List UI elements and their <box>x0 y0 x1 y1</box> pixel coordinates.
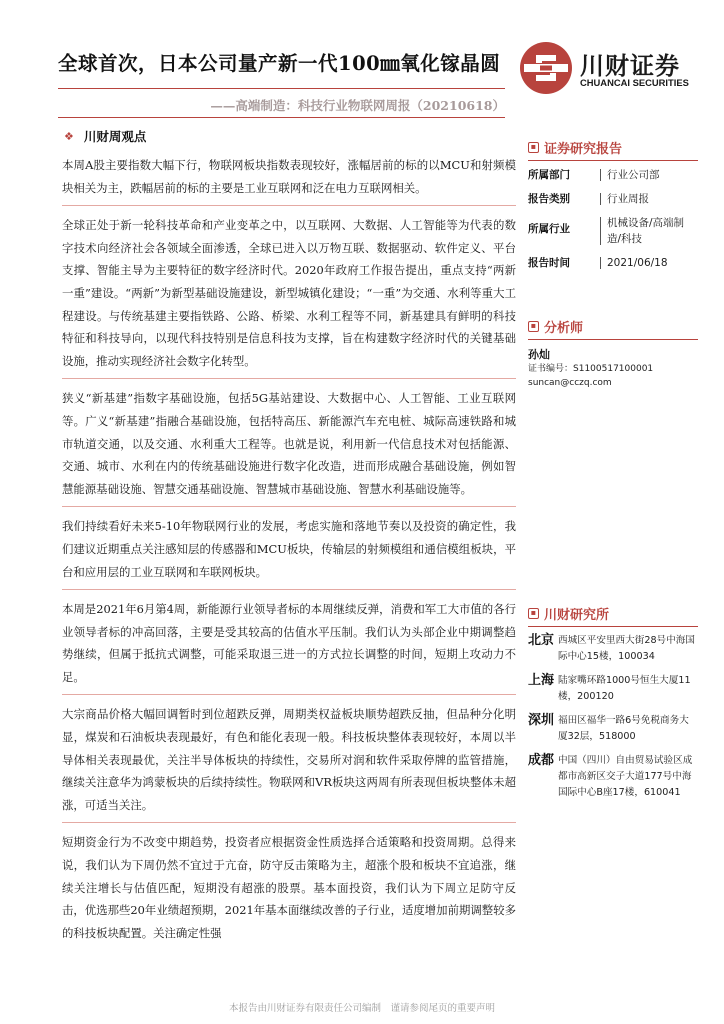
office-city: 深圳 <box>528 713 555 728</box>
paragraph: 大宗商品价格大幅回调暂时到位超跌反弹，周期类权益板块顺势超跌反抽，但品种分化明显，煤炭和石油板块表现最好，有色和能化表现一般。科技板块整体表现较好，本周以半导体相关表现最优，关注半导体板块的持续性，交易所对润和软件采取停牌的监管措施，继续关注意华为鸿蒙板块的后续持续性。物联网和VR板块这两周有所表现但板块整体未超涨，可适当关注。 <box>62 707 516 812</box>
main-content <box>62 126 516 944</box>
info-value: 行业公司部 <box>607 169 660 181</box>
paragraph-divider <box>62 822 516 823</box>
info-row-department <box>528 167 698 183</box>
subtitle-divider <box>58 117 505 118</box>
paragraph-divider <box>62 506 516 507</box>
section-heading <box>62 126 516 148</box>
info-row-category <box>528 191 698 207</box>
paragraph-divider <box>62 589 516 590</box>
info-value: 机械设备/高端制造/科技 <box>607 217 685 245</box>
title-divider <box>58 88 505 89</box>
institute-heading-label: 川财研究所 <box>544 607 610 623</box>
logo-name-en: CHUANCAI SECURITIES <box>580 77 689 88</box>
info-row-industry <box>528 215 698 247</box>
info-value: 2021/06/18 <box>607 257 668 269</box>
logo-emblem-icon <box>518 40 574 96</box>
paragraph: 全球正处于新一轮科技革命和产业变革之中，以互联网、大数据、人工智能等为代表的数字技术向经济社会各领域全面渗透，全球已进入以万物互联、数据驱动、软件定义、平台支撑、智能主导为主要特征的数字经济时代。2020年政府工作报告提出，重点支持“两新一重”建设。“两新”为新型基础设施建设，新型城镇化建设；“一重”为交通、水利等重大工程建设。与传统基建主要指铁路、公路、桥梁、水利工程等不同，新基建具有鲜明的科技特征和科技导向，以现代科技特别是信息科技为支撑，旨在构建数字经济时代的关键基础设施，推动实现经济社会数字化转型。 <box>62 218 516 368</box>
office-beijing <box>528 633 698 665</box>
office-address: 福田区福华一路6号免税商务大厦32层，518000 <box>558 715 689 742</box>
office-city: 成都 <box>528 753 555 768</box>
analyst-cert: 证书编号：S1100517100001 <box>528 364 654 374</box>
office-shenzhen <box>528 713 698 745</box>
report-info-heading <box>528 136 698 158</box>
office-address: 陆家嘴环路1000号恒生大厦11楼，200120 <box>558 675 691 702</box>
info-key: 报告类别 <box>528 193 570 205</box>
report-subtitle: ——高端制造：科技行业物联网周报（20210618） <box>210 98 505 113</box>
office-shanghai <box>528 673 698 705</box>
diamond-bullet-icon: ❖ <box>64 130 74 143</box>
info-row-date <box>528 255 698 271</box>
paragraph: 短期资金行为不改变中期趋势，投资者应根据资金性质选择合适策略和投资周期。总得来说，我们认为下周仍然不宜过于亢奋，防守反击策略为主，超涨个股和板块不宜追涨，继续关注增长与估值匹配，短期没有超涨的股票。基本面投资，我们认为下周立足防守反击，优选那些20年业绩超预期，2021年基本面继续改善的子行业，适度增加前期调整较多的科技板块配置。关注确定性强 <box>62 835 516 940</box>
paragraph-divider <box>62 378 516 379</box>
office-address: 西城区平安里西大街28号中海国际中心15楼，100034 <box>558 635 695 662</box>
sidebar <box>528 136 698 809</box>
paragraph-divider <box>62 694 516 695</box>
analyst-heading-label: 分析师 <box>544 320 584 336</box>
report-info-heading-label: 证券研究报告 <box>544 141 623 157</box>
paragraph-divider <box>62 205 516 206</box>
office-chengdu <box>528 753 698 801</box>
logo-name-cn: 川财证券 <box>580 52 680 80</box>
office-address: 中国（四川）自由贸易试验区成都市高新区交子大道177号中海国际中心B座17楼，610041 <box>558 755 693 798</box>
analyst-name: 孙灿 <box>528 348 550 361</box>
section-heading-label: 川财周观点 <box>83 129 147 144</box>
office-city: 北京 <box>528 633 555 648</box>
paragraph: 本周是2021年6月第4周，新能源行业领导者标的本周继续反弹，消费和军工大市值的各行业领导者标的冲高回落，主要是受其较高的估值水平压制。我们认为头部企业中期调整趋势继续，但属于抵抗式调整，可能采取退三进一的方式拉长调整的时间，短期上攻动力不足。 <box>62 602 516 684</box>
info-key: 所属部门 <box>528 169 570 181</box>
sidebar-divider <box>528 626 698 627</box>
square-bullet-icon: ▪ <box>528 321 539 332</box>
company-logo <box>518 40 698 96</box>
office-city: 上海 <box>528 673 555 688</box>
sidebar-divider <box>528 160 698 161</box>
paragraph: 我们持续看好未来5-10年物联网行业的发展，考虑实施和落地节奏以及投资的确定性，我们建议近期重点关注感知层的传感器和MCU板块，传输层的射频模组和通信模组板块，平台和应用层的工业互联网和车联网板块。 <box>62 519 516 579</box>
sidebar-divider <box>528 339 698 340</box>
analyst-email[interactable]: suncan@cczq.com <box>528 378 612 388</box>
info-key: 报告时间 <box>528 257 570 269</box>
institute-heading <box>528 602 698 624</box>
square-bullet-icon: ▪ <box>528 608 539 619</box>
analyst-heading <box>528 315 698 337</box>
info-value: 行业周报 <box>607 193 649 205</box>
report-title: 全球首次，日本公司量产新一代100㎜氧化镓晶圆 <box>58 52 501 75</box>
page-footer: 本报告由川财证券有限责任公司编制 谨请参阅尾页的重要声明 <box>228 1003 495 1014</box>
paragraph: 本周A股主要指数大幅下行，物联网板块指数表现较好，涨幅居前的标的以MCU和射频模块相关为主，跌幅居前的标的主要是工业互联网和泛在电力互联网相关。 <box>62 158 516 195</box>
info-key: 所属行业 <box>528 223 570 235</box>
paragraph: 狭义“新基建”指数字基础设施，包括5G基站建设、大数据中心、人工智能、工业互联网等。广义“新基建”指融合基础设施，包括特高压、新能源汽车充电桩、城际高速铁路和城市轨道交通，以及交通、水利重大工程等。也就是说，利用新一代信息技术对包括能源、交通、城市、水利在内的传统基础设施进行数字化改造，进而形成融合基础设施，例如智慧能源基础设施、智慧交通基础设施、智慧城市基础设施、智慧水利基础设施等。 <box>62 391 516 496</box>
square-bullet-icon: ▪ <box>528 142 539 153</box>
